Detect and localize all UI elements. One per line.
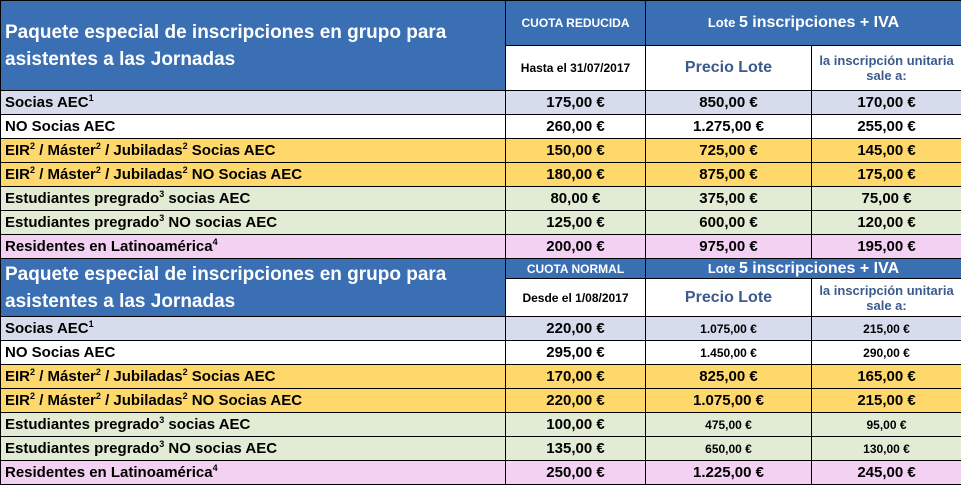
section1-precio-lote: Precio Lote (646, 46, 812, 91)
cuota-value: 170,00 € (506, 365, 646, 389)
cuota-value: 150,00 € (506, 139, 646, 163)
cuota-value: 220,00 € (506, 317, 646, 341)
lote-value: 650,00 € (646, 437, 812, 461)
lote-value: 850,00 € (646, 91, 812, 115)
section2-title: Paquete especial de inscripciones en grupo para asistentes a las Jornadas (1, 259, 506, 317)
section2-lote-title (646, 259, 961, 279)
lote-value: 375,00 € (646, 187, 812, 211)
cuota-value: 100,00 € (506, 413, 646, 437)
unit-value: 175,00 € (812, 163, 961, 187)
cuota-value: 180,00 € (506, 163, 646, 187)
row-label: NO Socias AEC (1, 341, 506, 365)
table-row (1, 461, 961, 485)
unit-value: 255,00 € (812, 115, 961, 139)
footnote-marker: 1 (88, 93, 94, 103)
lote-value: 875,00 € (646, 163, 812, 187)
lote-value: 475,00 € (646, 413, 812, 437)
lote-value: 825,00 € (646, 365, 812, 389)
unit-value: 215,00 € (812, 389, 961, 413)
lote-value: 1.275,00 € (646, 115, 812, 139)
section1-unit-label: la inscripción unitaria sale a: (812, 46, 961, 91)
cuota-value: 295,00 € (506, 341, 646, 365)
table-row (1, 211, 961, 235)
row-label: Socias AEC$^1$ (1, 91, 506, 115)
cuota-value: 80,00 € (506, 187, 646, 211)
unit-value: 215,00 € (812, 317, 961, 341)
lote-prefix: Lote (707, 15, 736, 30)
section2-unit-label: la inscripción unitaria sale a: (812, 279, 961, 317)
section1-date-label: Hasta el 31/07/2017 (506, 46, 646, 91)
table-row (1, 187, 961, 211)
row-label: Estudiantes pregrado$^3$ socias AEC (1, 187, 506, 211)
row-label: Estudiantes pregrado$^3$ NO socias AEC (1, 437, 506, 461)
lote-main: 5 inscripciones + IVA (738, 14, 900, 31)
table-row (1, 437, 961, 461)
section2-cuota-title: CUOTA NORMAL (506, 259, 646, 279)
table-row (1, 341, 961, 365)
section2-precio-lote: Precio Lote (646, 279, 812, 317)
section1-cuota-title: CUOTA REDUCIDA (506, 1, 646, 46)
unit-value: 75,00 € (812, 187, 961, 211)
lote-value: 1.225,00 € (646, 461, 812, 485)
row-label: EIR$^2$ / Máster$^2$ / Jubiladas$^2$ Socias AEC (1, 365, 506, 389)
unit-value: 130,00 € (812, 437, 961, 461)
unit-value: 95,00 € (812, 413, 961, 437)
lote-value: 1.075,00 € (646, 389, 812, 413)
cuota-value: 175,00 € (506, 91, 646, 115)
lote-value: 1.450,00 € (646, 341, 812, 365)
section1-header-row (1, 1, 961, 46)
table-row (1, 413, 961, 437)
cuota-value: 135,00 € (506, 437, 646, 461)
section1-title: Paquete especial de inscripciones en grupo para asistentes a las Jornadas (1, 1, 506, 91)
lote-main: 5 inscripciones + IVA (738, 259, 900, 277)
row-label: Residentes en Latinoamérica$^4$ (1, 235, 506, 259)
cuota-value: 260,00 € (506, 115, 646, 139)
row-label: NO Socias AEC (1, 115, 506, 139)
lote-value: 975,00 € (646, 235, 812, 259)
section2-date-label: Desde el 1/08/2017 (506, 279, 646, 317)
row-label: EIR$^2$ / Máster$^2$ / Jubiladas$^2$ Socias AEC (1, 139, 506, 163)
table-row (1, 91, 961, 115)
table-row (1, 235, 961, 259)
lote-prefix: Lote (707, 260, 736, 276)
lote-value: 1.075,00 € (646, 317, 812, 341)
section1-lote-title (646, 1, 961, 46)
row-label: EIR$^2$ / Máster$^2$ / Jubiladas$^2$ NO Socias AEC (1, 163, 506, 187)
row-label: Estudiantes pregrado$^3$ socias AEC (1, 413, 506, 437)
unit-value: 195,00 € (812, 235, 961, 259)
table-row (1, 115, 961, 139)
row-label: Residentes en Latinoamérica$^4$ (1, 461, 506, 485)
table-row (1, 389, 961, 413)
cuota-value: 220,00 € (506, 389, 646, 413)
lote-value: 600,00 € (646, 211, 812, 235)
unit-value: 120,00 € (812, 211, 961, 235)
unit-value: 245,00 € (812, 461, 961, 485)
table-row (1, 139, 961, 163)
unit-value: 290,00 € (812, 341, 961, 365)
table-row (1, 317, 961, 341)
unit-value: 170,00 € (812, 91, 961, 115)
row-label: EIR$^2$ / Máster$^2$ / Jubiladas$^2$ NO Socias AEC (1, 389, 506, 413)
lote-value: 725,00 € (646, 139, 812, 163)
cuota-value: 125,00 € (506, 211, 646, 235)
unit-value: 145,00 € (812, 139, 961, 163)
unit-value: 165,00 € (812, 365, 961, 389)
table-row (1, 163, 961, 187)
row-label: Socias AEC$^1$ (1, 317, 506, 341)
cuota-value: 200,00 € (506, 235, 646, 259)
table-row (1, 365, 961, 389)
row-label: Estudiantes pregrado$^3$ NO socias AEC (1, 211, 506, 235)
cuota-value: 250,00 € (506, 461, 646, 485)
section2-header-row (1, 259, 961, 279)
